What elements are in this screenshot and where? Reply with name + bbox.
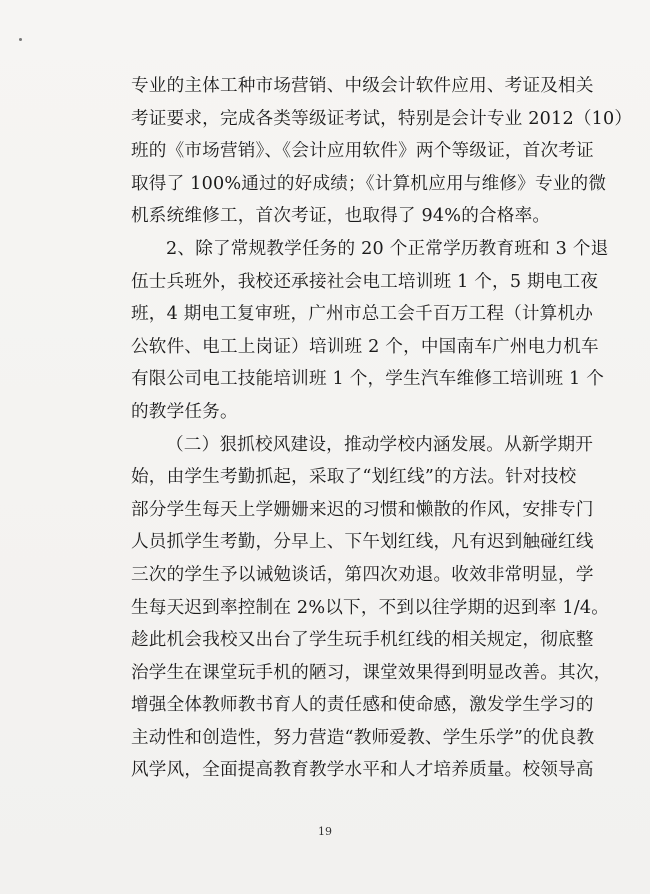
text-line: 有限公司电工技能培训班 1 个，学生汽车维修工培训班 1 个 <box>131 369 605 390</box>
text-line: 取得了 100%通过的好成绩；《计算机应用与维修》专业的微 <box>131 173 607 194</box>
text-line: 2、除了常规教学任务的 20 个正常学历教育班和 3 个退 <box>166 238 609 259</box>
body-text <box>131 70 633 787</box>
text-line: 主动性和创造性，努力营造“教师爱教、学生乐学”的优良教 <box>131 727 595 748</box>
text-line: 人员抓学生考勤，分早上、下午划红线，凡有迟到触碰红线 <box>131 532 594 553</box>
text-line: 风学风，全面提高教育教学水平和人才培养质量。校领导高 <box>131 760 594 781</box>
text-line: 公软件、电工上岗证）培训班 2 个，中国南车广州电力机车 <box>131 336 599 357</box>
text-line: 伍士兵班外，我校还承接社会电工培训班 1 个，5 期电工夜 <box>131 271 599 292</box>
text-line: 部分学生每天上学姗姗来迟的习惯和懒散的作风，安排专门 <box>131 499 594 520</box>
text-line: 始，由学生考勤抓起，采取了“划红线”的方法。针对技校 <box>131 467 577 488</box>
text-line: 增强全体教师教书育人的责任感和使命感，激发学生学习的 <box>131 695 594 716</box>
section-heading-line: （二）狠抓校风建设，推动学校内涵发展。从新学期开 <box>166 434 594 455</box>
text-line: 生每天迟到率控制在 2%以下，不到以往学期的迟到率 1/4。 <box>131 597 610 618</box>
text-line: 三次的学生予以诫勉谈话，第四次劝退。收效非常明显，学 <box>131 564 594 585</box>
page-number: 19 <box>318 825 332 838</box>
text-line: 考证要求，完成各类等级证考试，特别是会计专业 2012（10） <box>131 108 633 129</box>
text-line: 的教学任务。 <box>131 401 238 422</box>
text-line: 班，4 期电工复审班，广州市总工会千百万工程（计算机办 <box>131 304 594 325</box>
text-line: 机系统维修工，首次考证，也取得了 94%的合格率。 <box>131 206 551 227</box>
text-line: 治学生在课堂玩手机的陋习，课堂效果得到明显改善。其次， <box>131 662 612 683</box>
scan-speck <box>19 38 22 41</box>
text-line: 趁此机会我校又出台了学生玩手机红线的相关规定，彻底整 <box>131 630 594 651</box>
text-line: 专业的主体工种市场营销、中级会计软件应用、考证及相关 <box>131 76 594 96</box>
text-line: 班的《市场营销》、《会计应用软件》两个等级证，首次考证 <box>131 141 594 162</box>
